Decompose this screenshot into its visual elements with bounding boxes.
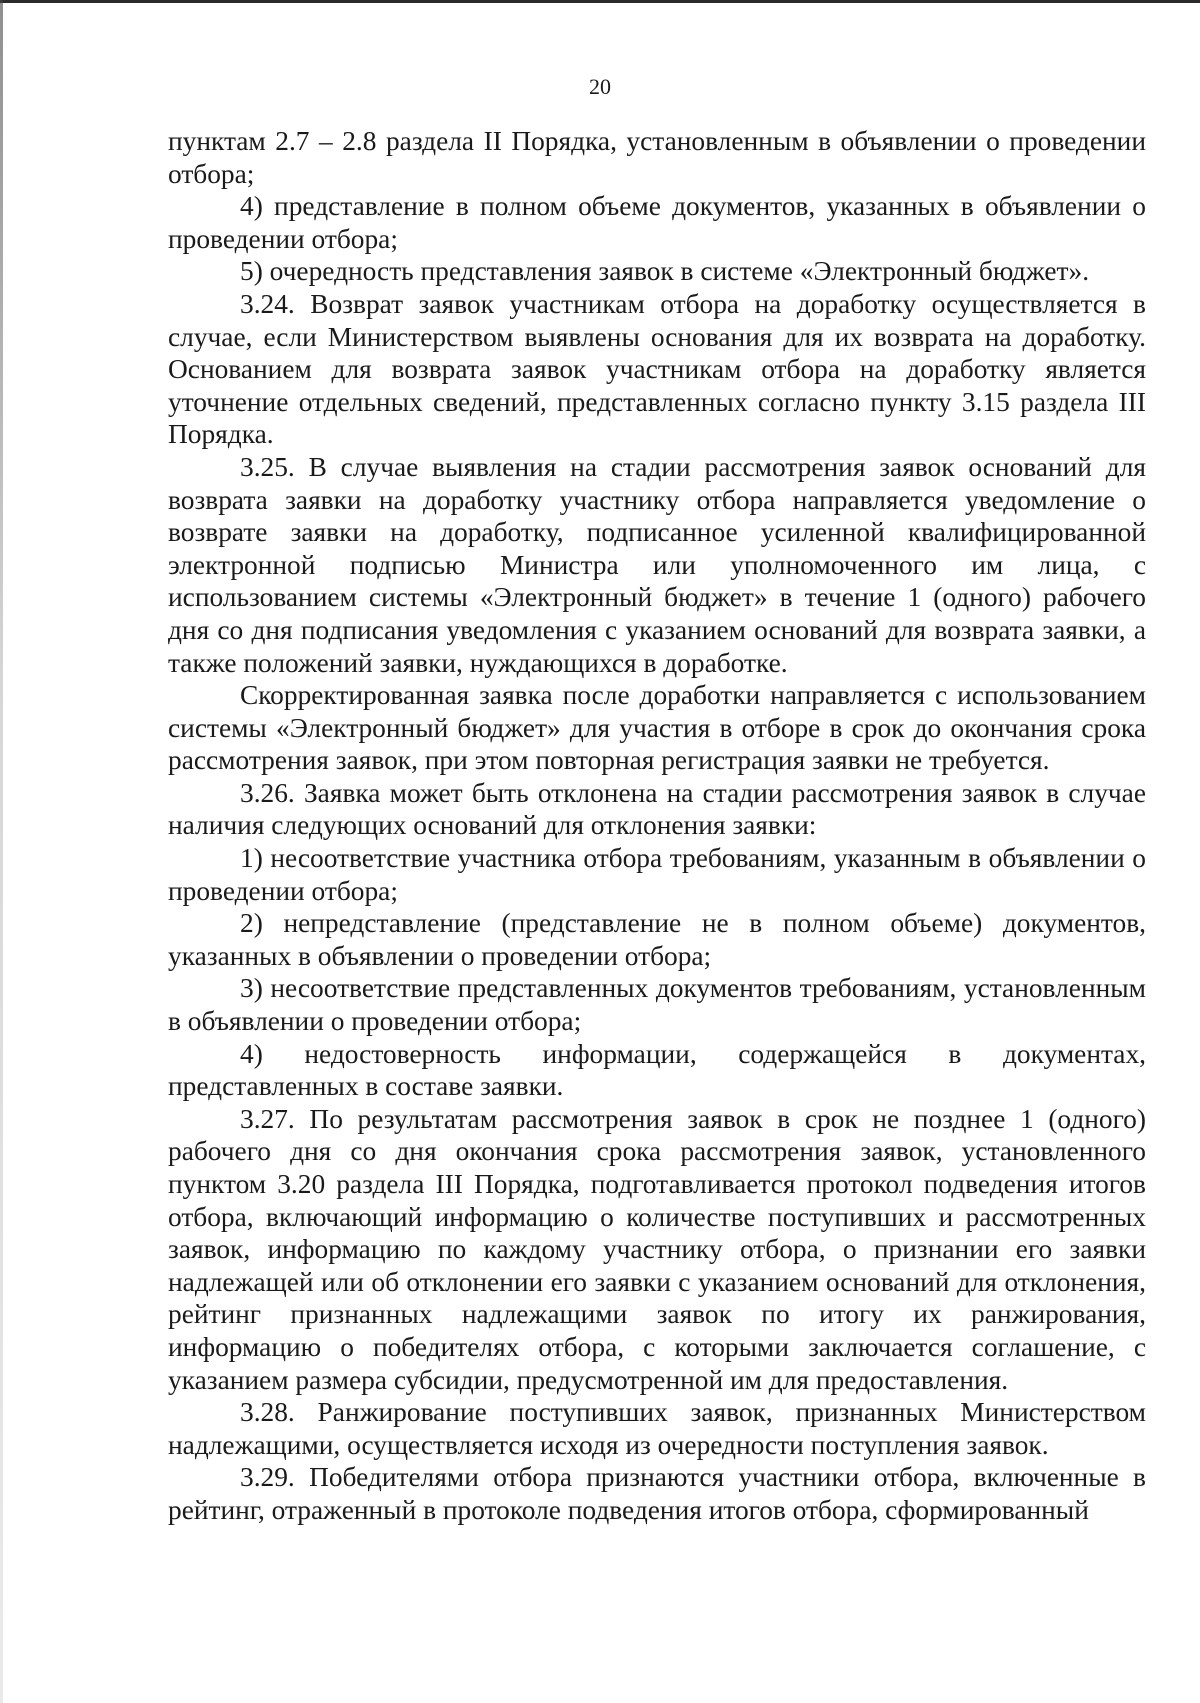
document-body (168, 125, 1146, 1527)
scan-border-left (0, 0, 3, 1703)
rejection-ground-2: 2) непредставление (представление не в полном объеме) документов, указанных в объявлении о проведении отбора; (168, 908, 1146, 971)
clause-3-29: 3.29. Победителями отбора признаются участники отбора, включенные в рейтинг, отраженный в протоколе подведения итогов отбора, сформированный (168, 1462, 1146, 1525)
rejection-ground-1: 1) несоответствие участника отбора требованиям, указанным в объявлении о проведении отбора; (168, 843, 1146, 906)
rejection-ground-3: 3) несоответствие представленных документов требованиям, установленным в объявлении о проведении отбора; (168, 973, 1146, 1037)
paragraph-continuation: пунктам 2.7 – 2.8 раздела II Порядка, установленным в объявлении о проведении отбора; (168, 126, 1146, 189)
clause-3-25: 3.25. В случае выявления на стадии рассмотрения заявок оснований для возврата заявки на доработку участнику отбора направляется уведомление о возврате заявки на доработку, подписанное усиленной квалифицированной электронной подписью Министра или уполномоченного им лица, с использованием системы «Электронный бюджет» в течение 1 (одного) рабочего дня со дня подписания уведомления с указанием оснований для возврата заявки, а также положений заявки, нуждающихся в доработке. (168, 451, 1146, 678)
paragraph-corrected-application: Скорректированная заявка после доработки направляется с использованием системы «Электронный бюджет» для участия в отборе в срок до окончания срока рассмотрения заявок, при этом повторная регистрация заявки не требуется. (168, 680, 1146, 776)
clause-3-27: 3.27. По результатам рассмотрения заявок в срок не позднее 1 (одного) рабочего дня со дня окончания срока рассмотрения заявок, установленного пунктом 3.20 раздела III Порядка, подготавливается протокол подведения итогов отбора, включающий информацию о количестве поступивших и рассмотренных заявок, информацию по каждому участнику отбора, о признании его заявки надлежащей или об отклонении его заявки с указанием оснований для отклонения, рейтинг признанных надлежащими заявок по итогу их ранжирования, информацию о победителях отбора, с которыми заключается соглашение, с указанием размера субсидии, предусмотренной им для предоставления. (168, 1103, 1146, 1395)
list-item-5: 5) очередность представления заявок в системе «Электронный бюджет». (240, 256, 1090, 287)
scan-border-top (0, 0, 1200, 3)
list-item-4: 4) представление в полном объеме документов, указанных в объявлении о проведении отбора; (168, 191, 1146, 254)
clause-3-28: 3.28. Ранжирование поступивших заявок, признанных Министерством надлежащими, осуществляется исходя из очередности поступления заявок. (168, 1397, 1146, 1460)
clause-3-24: 3.24. Возврат заявок участникам отбора на доработку осуществляется в случае, если Министерством выявлены основания для их возврата на доработку. Основанием для возврата заявок участникам отбора на доработку является уточнение отдельных сведений, представленных согласно пункту 3.15 раздела III Порядка. (168, 288, 1146, 450)
clause-3-26: 3.26. Заявка может быть отклонена на стадии рассмотрения заявок в случае наличия следующих оснований для отклонения заявки: (168, 777, 1146, 841)
rejection-ground-4: 4) недостоверность информации, содержащейся в документах, представленных в составе заявки. (168, 1038, 1146, 1102)
page-number: 20 (589, 74, 611, 99)
